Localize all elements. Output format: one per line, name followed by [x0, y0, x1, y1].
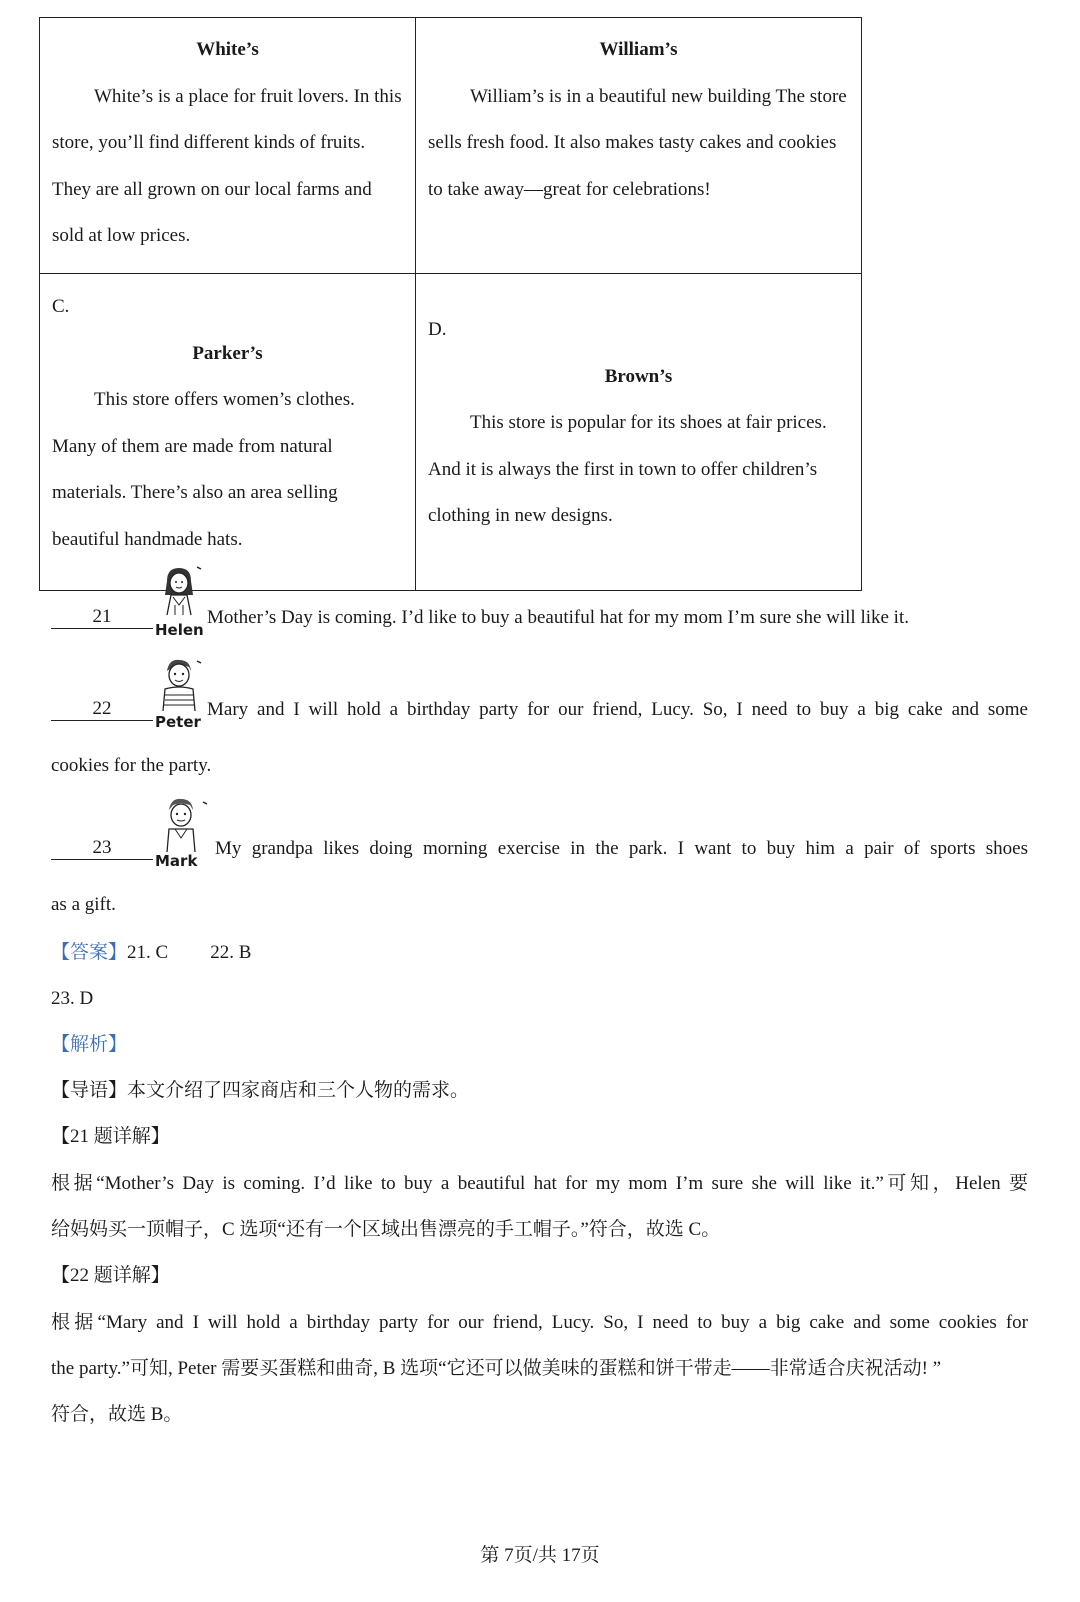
question-text-continuation: as a gift. [51, 894, 116, 915]
store-description: William’s is in a beautiful new building The store sells fresh food. It also makes tasty cakes and cookies to take away—great for celebrations! [428, 85, 847, 200]
store-description: This store offers women’s clothes. Many of them are made from natural materials. There’s also an area selling beautiful handmade hats. [52, 389, 355, 550]
store-description: White’s is a place for fruit lovers. In this store, you’ll find different kinds of fruits. They are all grown on our local farms and sold at low prices. [52, 85, 402, 246]
answer-blank[interactable]: 22 [51, 698, 153, 721]
store-name: White’s [196, 39, 259, 60]
person-peter [153, 657, 211, 731]
question-22 [51, 657, 1028, 777]
q21-explanation-line: 给妈妈买一顶帽子，C 选项“还有一个区域出售漂亮的手工帽子。”符合，故选 C。 [51, 1219, 721, 1240]
intro-label: 【导语】 [51, 1080, 128, 1101]
store-cell-browns [416, 274, 862, 591]
answer-label: 【答案】 [51, 942, 128, 963]
answer-line [51, 942, 1028, 964]
person-name: Peter [155, 713, 201, 731]
store-description: This store is popular for its shoes at fair prices. And it is always the first in town to offer children’s clothing in new designs. [428, 412, 827, 526]
person-mark [153, 796, 219, 870]
question-text: Mother’s Day is coming. I’d like to buy a beautiful hat for my mom I’m sure she will like it. [207, 607, 909, 628]
store-name: Parker’s [192, 342, 263, 364]
person-helen [153, 565, 211, 639]
store-cell-whites [40, 18, 416, 274]
q22-explanation-line: 符合，故选 B。 [51, 1404, 183, 1425]
answer-blank[interactable]: 21 [51, 606, 153, 629]
person-name: Helen [155, 621, 204, 639]
answer-23: 23. D [51, 988, 94, 1009]
option-letter: D. [428, 319, 447, 340]
question-text-continuation: cookies for the party. [51, 755, 212, 776]
girl-icon [153, 565, 203, 617]
answer-blank[interactable]: 23 [51, 837, 153, 860]
question-text: Mary and I will hold a birthday party for our friend, Lucy. So, I need to buy a big cake and some [207, 699, 1028, 720]
question-text: My grandpa likes doing morning exercise in the park. I want to buy him a pair of sports shoes [215, 838, 1028, 859]
q22-explanation-line: the party.”可知, Peter 需要买蛋糕和曲奇, B 选项“它还可以做美味的蛋糕和饼干带走——非常适合庆祝活动! ” [51, 1358, 942, 1379]
answer-22: 22. B [210, 942, 252, 963]
store-cell-parkers [40, 274, 416, 591]
option-letter: C. [52, 296, 70, 317]
page-number: 第 7页/共 17页 [480, 1545, 600, 1566]
question-21 [51, 565, 1028, 639]
q21-title: 【21 题详解】 [51, 1126, 170, 1147]
q21-explanation-line: 根据“Mother’s Day is coming. I’d like to buy a beautiful hat for my mom I’m sure she will like it.”可知，Helen 要 [51, 1173, 1028, 1194]
answer-21: 21. C [127, 942, 169, 963]
store-name: Brown’s [604, 365, 673, 387]
boy-icon [153, 657, 203, 713]
boy-icon [153, 796, 209, 854]
intro-text: 本文介绍了四家商店和三个人物的需求。 [127, 1080, 470, 1101]
q22-explanation-line: 根据“Mary and I will hold a birthday party for our friend, Lucy. So, I need to buy a big cake and some cookies for [51, 1312, 1028, 1333]
store-name: William’s [599, 39, 678, 60]
store-cell-williams [416, 18, 862, 274]
person-name: Mark [155, 852, 198, 870]
analysis-label: 【解析】 [51, 1034, 128, 1055]
store-table [39, 17, 862, 591]
intro-line [51, 1080, 1028, 1102]
question-23 [51, 796, 1028, 916]
q22-title: 【22 题详解】 [51, 1265, 170, 1286]
